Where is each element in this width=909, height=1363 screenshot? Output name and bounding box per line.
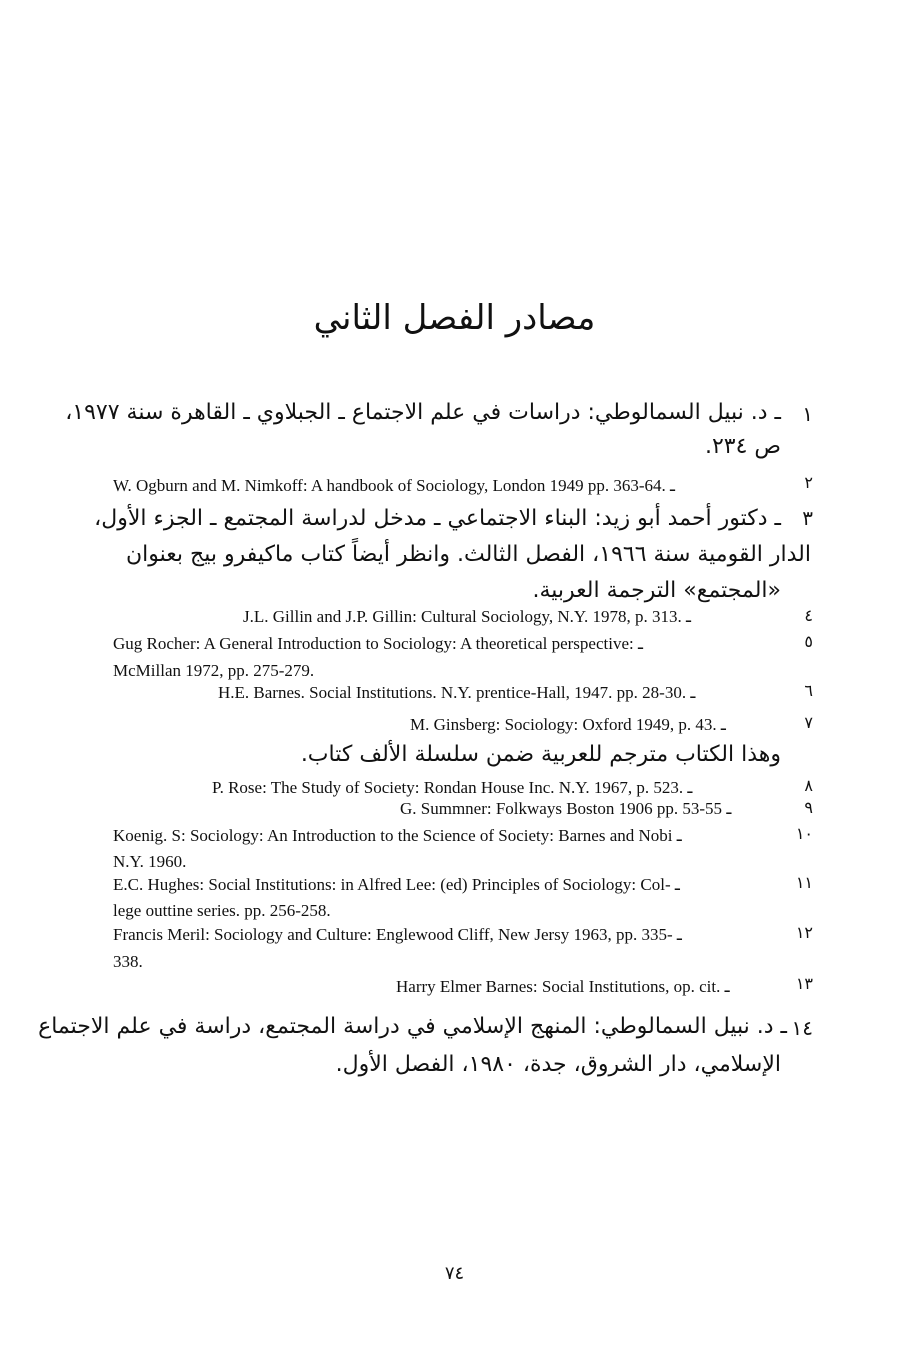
ref-7-note: وهذا الكتاب مترجم للعربية ضمن سلسلة الألف كتاب.: [300, 742, 781, 767]
ref-6-text: H.E. Barnes. Social Institutions. N.Y. prentice-Hall, 1947. pp. 28-30. ـ: [218, 683, 696, 702]
ref-10-number: ١٠: [795, 824, 813, 843]
ref-9-number: ٩: [804, 798, 813, 817]
ref-14-line-2: الإسلامي، دار الشروق، جدة، ١٩٨٠، الفصل الأول.: [335, 1052, 781, 1077]
ref-11-line-1: E.C. Hughes: Social Institutions: in Alfred Lee: (ed) Principles of Sociology: Col- ـ: [113, 875, 680, 894]
ref-9-text: G. Summner: Folkways Boston 1906 pp. 53-55 ـ: [400, 799, 732, 818]
ref-10-line-1: Koenig. S: Sociology: An Introduction to the Science of Society: Barnes and Nobi ـ: [113, 826, 682, 845]
page-number: ٧٤: [444, 1263, 465, 1284]
ref-7-text: M. Ginsberg: Sociology: Oxford 1949, p. 43. ـ: [410, 715, 726, 734]
ref-14-number: ١٤: [791, 1016, 813, 1040]
ref-5-number: ٥: [804, 632, 813, 651]
ref-1-line-1: ـ د. نبيل السمالوطي: دراسات في علم الاجتماع ـ الجبلاوي ـ القاهرة سنة ١٩٧٧،: [65, 400, 781, 425]
ref-3-line-1: ـ دكتور أحمد أبو زيد: البناء الاجتماعي ـ مدخل لدراسة المجتمع ـ الجزء الأول،: [94, 506, 781, 531]
ref-7-number: ٧: [804, 713, 813, 732]
ref-8-text: P. Rose: The Study of Society: Rondan House Inc. N.Y. 1967, p. 523. ـ: [212, 778, 693, 797]
ref-8-number: ٨: [804, 776, 813, 795]
ref-2-text: W. Ogburn and M. Nimkoff: A handbook of Sociology, London 1949 pp. 363-64. ـ: [113, 476, 676, 495]
ref-3-number: ٣: [802, 506, 813, 530]
ref-5-line-2: McMillan 1972, pp. 275-279.: [113, 661, 315, 680]
page-title: مصادر الفصل الثاني: [313, 298, 596, 338]
ref-3-line-2: الدار القومية سنة ١٩٦٦، الفصل الثالث. وانظر أيضاً كتاب ماكيفرو بيج بعنوان: [126, 542, 811, 567]
ref-13-text: Harry Elmer Barnes: Social Institutions, op. cit. ـ: [396, 977, 730, 996]
ref-1-number: ١: [802, 402, 813, 426]
ref-2-number: ٢: [804, 473, 813, 492]
ref-3-line-3: «المجتمع» الترجمة العربية.: [532, 578, 781, 603]
ref-13-number: ١٣: [795, 974, 813, 993]
ref-12-line-1: Francis Meril: Sociology and Culture: Englewood Cliff, New Jersy 1963, pp. 335- ـ: [113, 925, 682, 944]
ref-4-text: J.L. Gillin and J.P. Gillin: Cultural Sociology, N.Y. 1978, p. 313. ـ: [243, 607, 691, 626]
ref-11-number: ١١: [795, 873, 813, 892]
ref-10-line-2: N.Y. 1960.: [113, 852, 187, 871]
ref-1-line-2: ص ٢٣٤.: [704, 434, 781, 459]
ref-14-line-1: ـ د. نبيل السمالوطي: المنهج الإسلامي في دراسة المجتمع، دراسة في علم الاجتماع: [38, 1014, 787, 1039]
ref-12-number: ١٢: [795, 923, 813, 942]
ref-5-line-1: Gug Rocher: A General Introduction to Sociology: A theoretical perspective: ـ: [113, 634, 643, 653]
ref-12-line-2: 338.: [113, 952, 143, 971]
ref-4-number: ٤: [804, 606, 813, 625]
ref-11-line-2: lege outtine series. pp. 256-258.: [113, 901, 331, 920]
ref-6-number: ٦: [804, 681, 813, 700]
